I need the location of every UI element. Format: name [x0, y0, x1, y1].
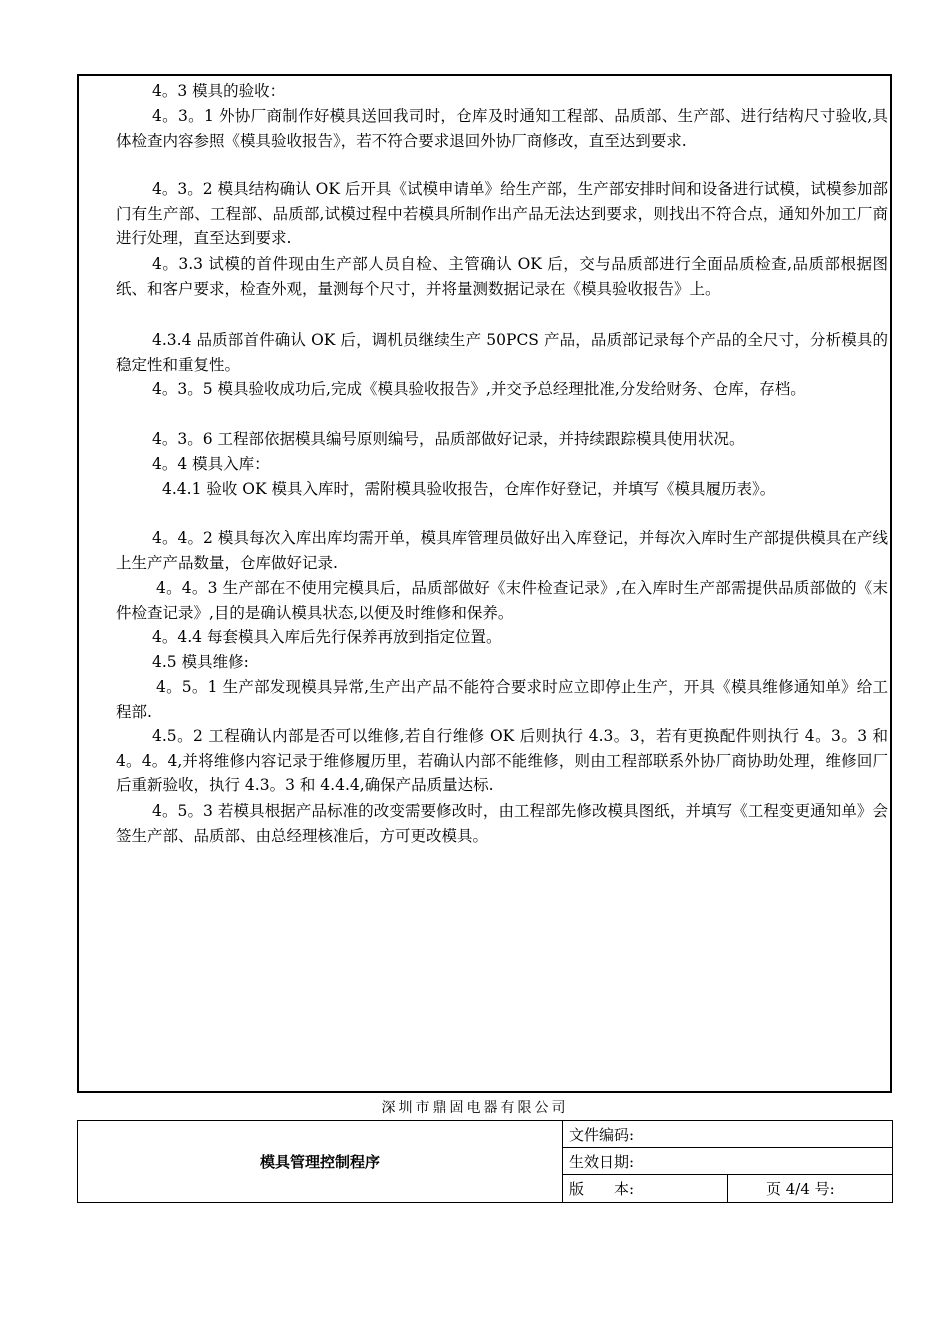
- doc-code-label: 文件编码:: [563, 1121, 893, 1148]
- effective-date-label: 生效日期:: [563, 1148, 893, 1175]
- paragraph: 4。4.4 每套模具入库后先行保养再放到指定位置。: [152, 628, 502, 646]
- paragraph: 4。3。5 模具验收成功后,完成《模具验收报告》,并交予总经理批准,分发给财务、仓库，存档。: [152, 380, 806, 398]
- document-body: [77, 74, 892, 1093]
- paragraph: 4。4。3 生产部在不使用完模具后，品质部做好《末件检查记录》,在入库时生产部需提供品质部做的《末件检查记录》,目的是确认模具状态,以便及时维修和保养。: [116, 579, 888, 622]
- paragraph: 4。3.3 试模的首件现由生产部人员自检、主管确认 OK 后，交与品质部进行全面品质检查,品质部根据图纸、和客户要求，检查外观，量测每个尺寸，并将量测数据记录在《模具验收报告》上。: [116, 255, 888, 298]
- footer-table: [77, 1120, 893, 1203]
- section-heading: 4.5 模具维修:: [152, 653, 249, 671]
- document-title: 模具管理控制程序: [78, 1121, 563, 1203]
- paragraph: 4。3。2 模具结构确认 OK 后开具《试模申请单》给生产部，生产部安排时间和设备进行试模，试模参加部门有生产部、工程部、品质部,试模过程中若模具所制作出产品无法达到要求，则找出不符合点，通知外加工厂商进行处理，直至达到要求.: [116, 180, 888, 247]
- page-number-label: 页 4/4 号:: [728, 1175, 893, 1203]
- paragraph: 4.4.1 验收 OK 模具入库时，需附模具验收报告，仓库作好登记，并填写《模具履历表》。: [162, 480, 776, 498]
- paragraph: 4。5。1 生产部发现模具异常,生产出产品不能符合要求时应立即停止生产，开具《模具维修通知单》给工程部.: [116, 678, 888, 721]
- version-label: 版 本:: [563, 1175, 728, 1203]
- paragraph: 4.5。2 工程确认内部是否可以维修,若自行维修 OK 后则执行 4.3。3，若有更换配件则执行 4。3。3 和 4。4。4,并将维修内容记录于维修履历里，若确认内部不能维修，则由工程部联系外协厂商协助处理，维修回厂后重新验收，执行 4.3。3 和 4.4.4,确保产品质量达标.: [116, 727, 888, 794]
- paragraph: 4。3。6 工程部依据模具编号原则编号，品质部做好记录，并持续跟踪模具使用状况。: [152, 430, 745, 448]
- paragraph: 4。4。2 模具每次入库出库均需开单，模具库管理员做好出入库登记，并每次入库时生产部提供模具在产线上生产产品数量，仓库做好记录.: [116, 529, 888, 572]
- section-heading: 4。3 模具的验收：: [152, 82, 286, 100]
- paragraph: 4。5。3 若模具根据产品标准的改变需要修改时，由工程部先修改模具图纸，并填写《工程变更通知单》会签生产部、品质部、由总经理核准后，方可更改模具。: [116, 802, 888, 845]
- section-heading: 4。4 模具入库：: [152, 455, 270, 473]
- company-name: 深圳市鼎固电器有限公司: [381, 1100, 569, 1116]
- paragraph: 4.3.4 品质部首件确认 OK 后，调机员继续生产 50PCS 产品，品质部记录每个产品的全尺寸，分析模具的稳定性和重复性。: [116, 331, 888, 374]
- paragraph: 4。3。1 外协厂商制作好模具送回我司时，仓库及时通知工程部、品质部、生产部、进行结构尺寸验收,具体检查内容参照《模具验收报告》，若不符合要求退回外协厂商修改，直至达到要求.: [116, 107, 888, 150]
